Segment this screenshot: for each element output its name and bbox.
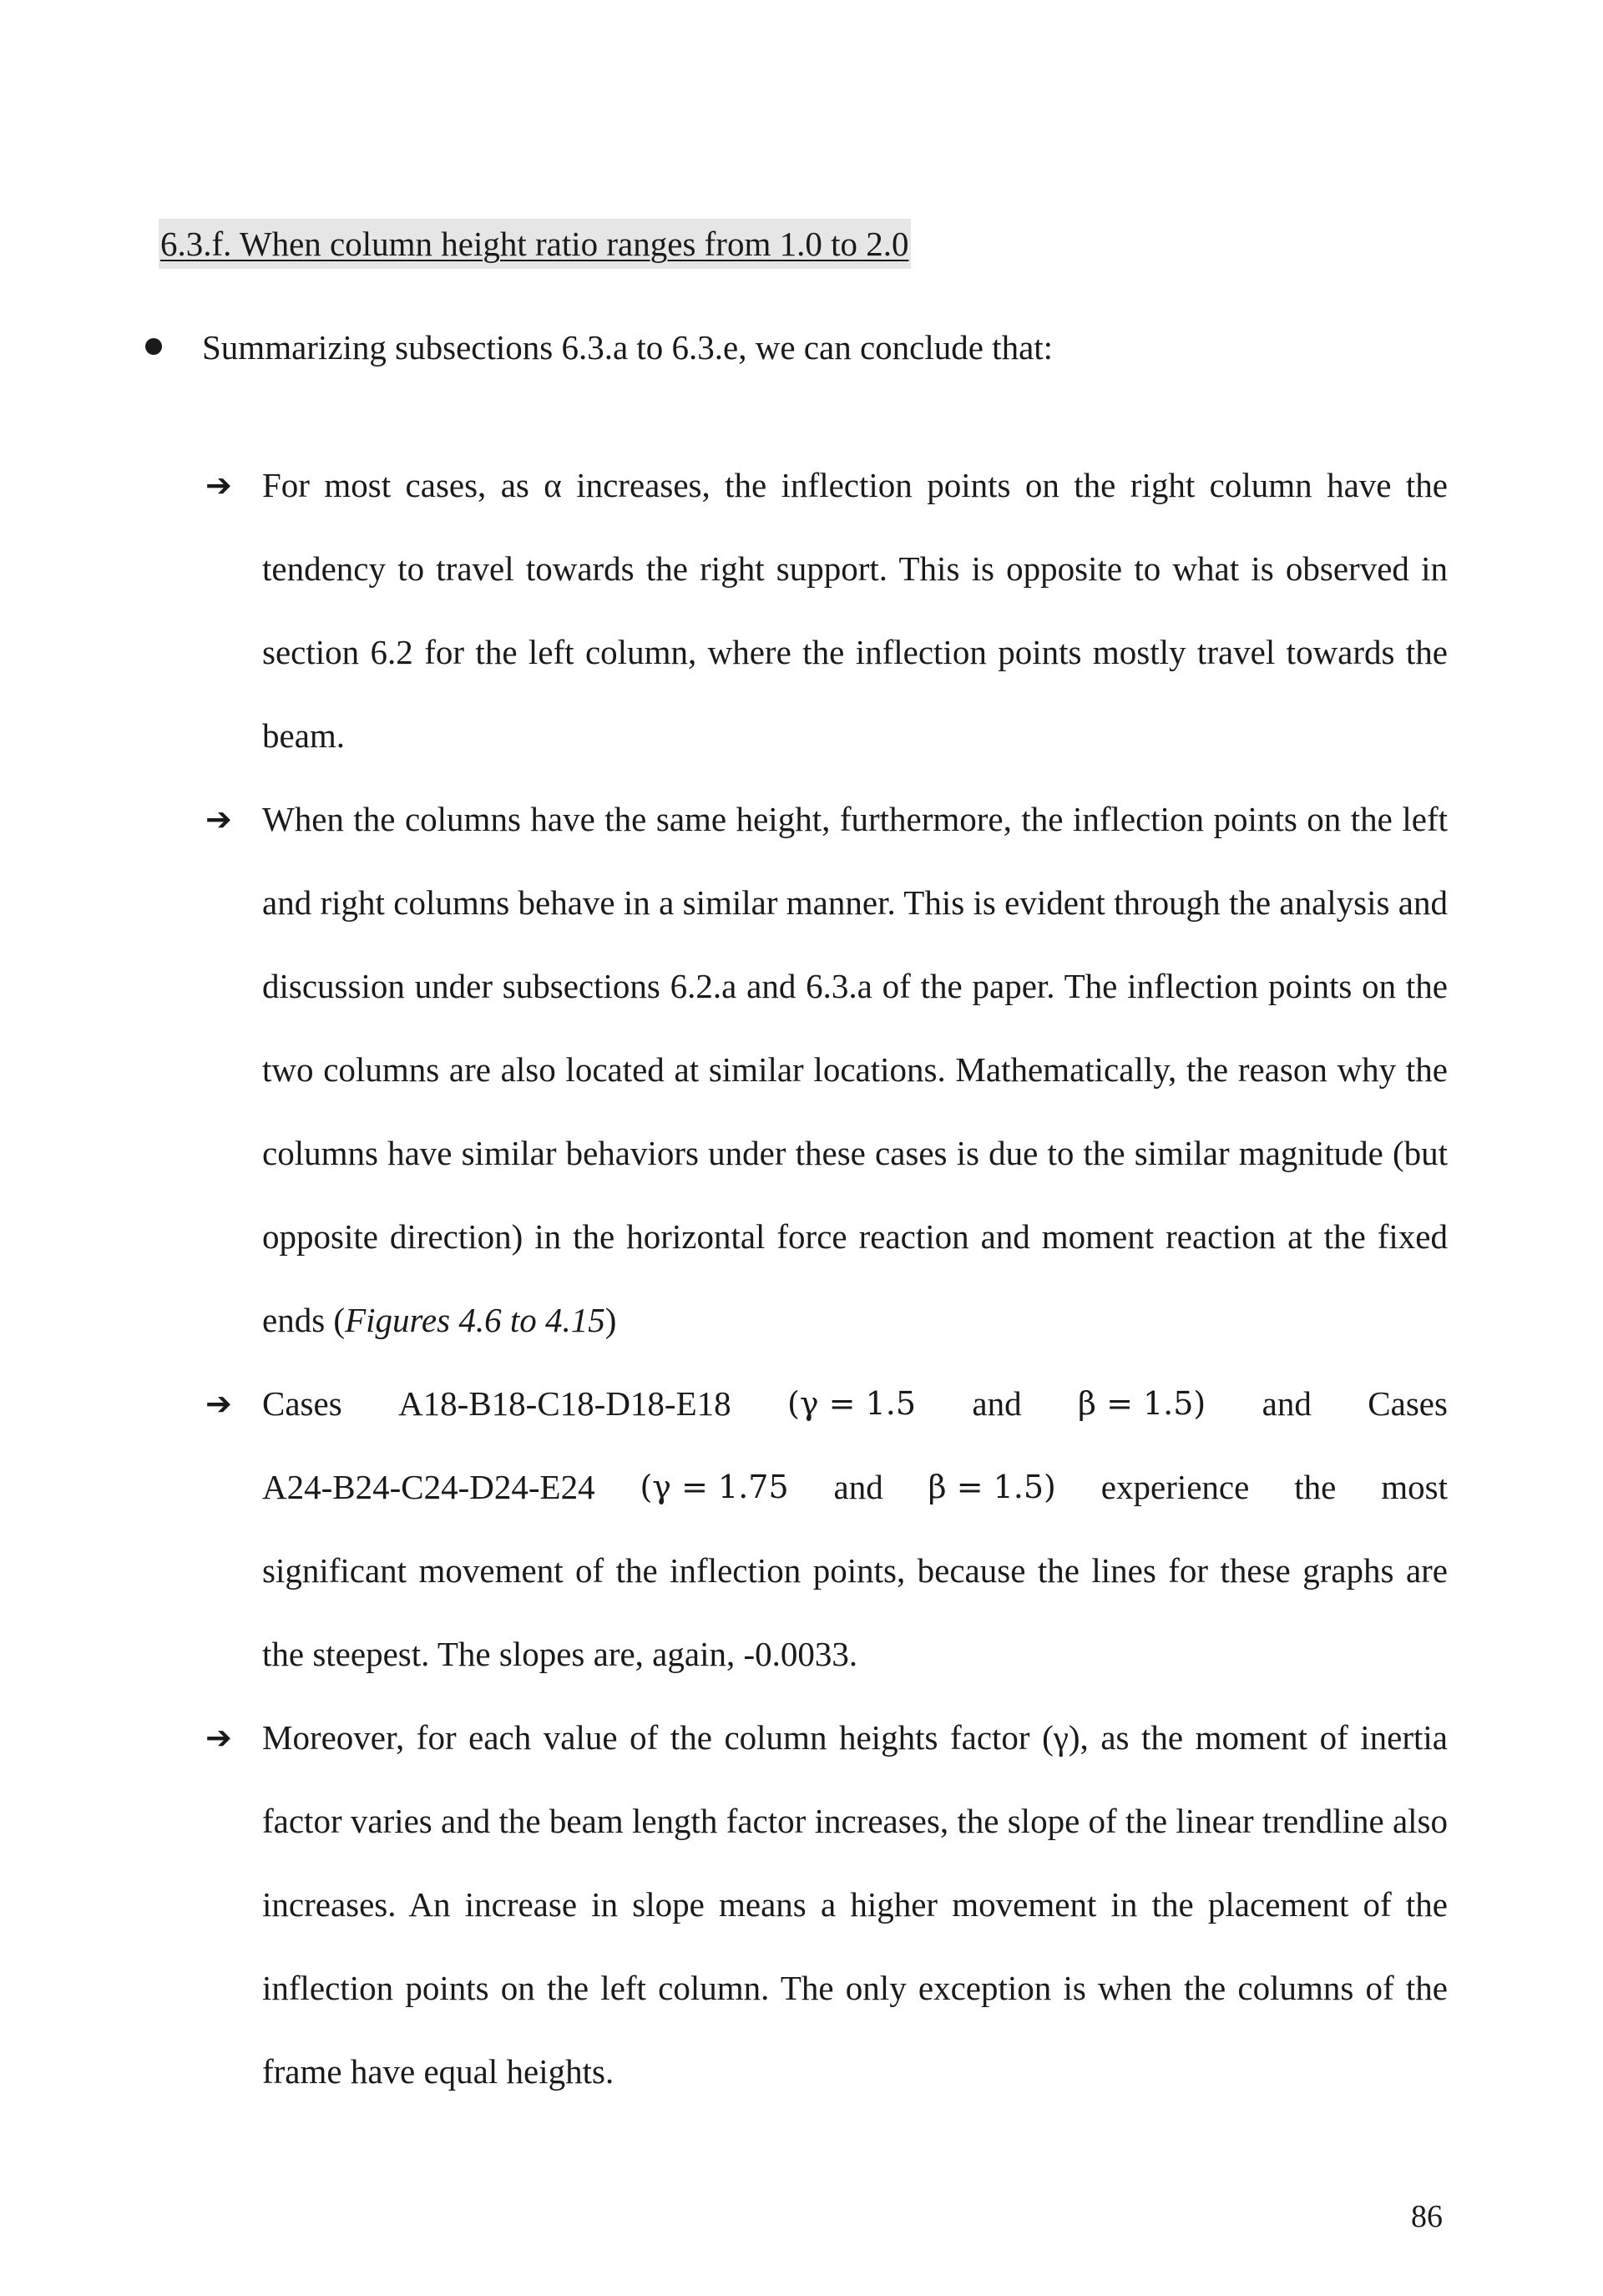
summary-bullet (125, 322, 1461, 372)
conclusion-text-1: For most cases, as α increases, the inflection points on the right column have the tendency to travel towards the right support. This is opposite to what is observed in section 6.2 for the left column, where the inflection points mostly travel towards the beam. (262, 466, 1448, 755)
arrow-icon: ➔ (205, 1719, 232, 1756)
conclusion-text-3-rest: significant movement of the inflection points, because the lines for these graphs are the steepest. The slopes are, again, -0.0033. (262, 1551, 1448, 1673)
cases-line-2 (262, 1445, 1448, 1529)
gamma-value: (γ = 1.5 (787, 1385, 917, 1422)
bullet-text: Summarizing subsections 6.3.a to 6.3.e, we can conclude that: (202, 328, 1054, 367)
beta-value: β = 1.5) (1078, 1385, 1206, 1422)
experience-word: experience (1100, 1468, 1250, 1506)
conclusion-item-1 (205, 443, 1448, 777)
bullet-dot-icon (145, 338, 162, 355)
conclusion-item-2 (205, 777, 1448, 1362)
cases-word: Cases (1368, 1384, 1448, 1423)
the-word: the (1294, 1468, 1337, 1506)
conclusion-text-2-end: ) (604, 1301, 617, 1339)
section-heading: 6.3.f. When column height ratio ranges from 1.0 to 2.0 (159, 219, 911, 269)
and-word: and (1262, 1384, 1312, 1423)
conclusion-text-2 (262, 777, 1448, 1362)
beta-value: β = 1.5) (928, 1469, 1056, 1505)
cases-word: Cases (262, 1384, 342, 1423)
conclusion-text-2-main: When the columns have the same height, furthermore, the inflection points on the left and right columns behave in a similar manner. This is evident through the analysis and discussion under subsections 6.2.a and 6.3.a of the paper. The inflection points on the two columns are also located at similar locations. Mathematically, the reason why the columns have similar behaviors under these cases is due to the similar magnitude (but opposite direction) in the horizontal force reaction and moment reaction at the fixed ends ( (262, 800, 1448, 1339)
most-word: most (1381, 1468, 1448, 1506)
arrow-icon: ➔ (205, 467, 232, 503)
conclusion-list (205, 443, 1448, 2113)
conclusion-text-4: Moreover, for each value of the column heights factor (γ), as the moment of inertia factor varies and the beam length factor increases, the slope of the linear trendline also increases. An increase in slope means a higher movement in the placement of the inflection points on the left column. The only exception is when the columns of the frame have equal heights. (262, 1718, 1448, 2091)
case-group-a24: A24-B24-C24-D24-E24 (262, 1468, 595, 1506)
conclusion-text-3 (262, 1362, 1448, 1696)
page-number: 86 (1411, 2199, 1443, 2234)
case-group-a18: A18-B18-C18-D18-E18 (398, 1384, 731, 1423)
and-word: and (833, 1468, 883, 1506)
arrow-icon: ➔ (205, 1385, 232, 1422)
cases-line-1 (262, 1362, 1448, 1445)
and-word: and (972, 1384, 1022, 1423)
arrow-icon: ➔ (205, 801, 232, 837)
conclusion-item-3 (205, 1362, 1448, 1696)
figure-reference: Figures 4.6 to 4.15 (345, 1301, 605, 1339)
conclusion-item-4 (205, 1696, 1448, 2113)
gamma-value: (γ = 1.75 (640, 1469, 789, 1505)
